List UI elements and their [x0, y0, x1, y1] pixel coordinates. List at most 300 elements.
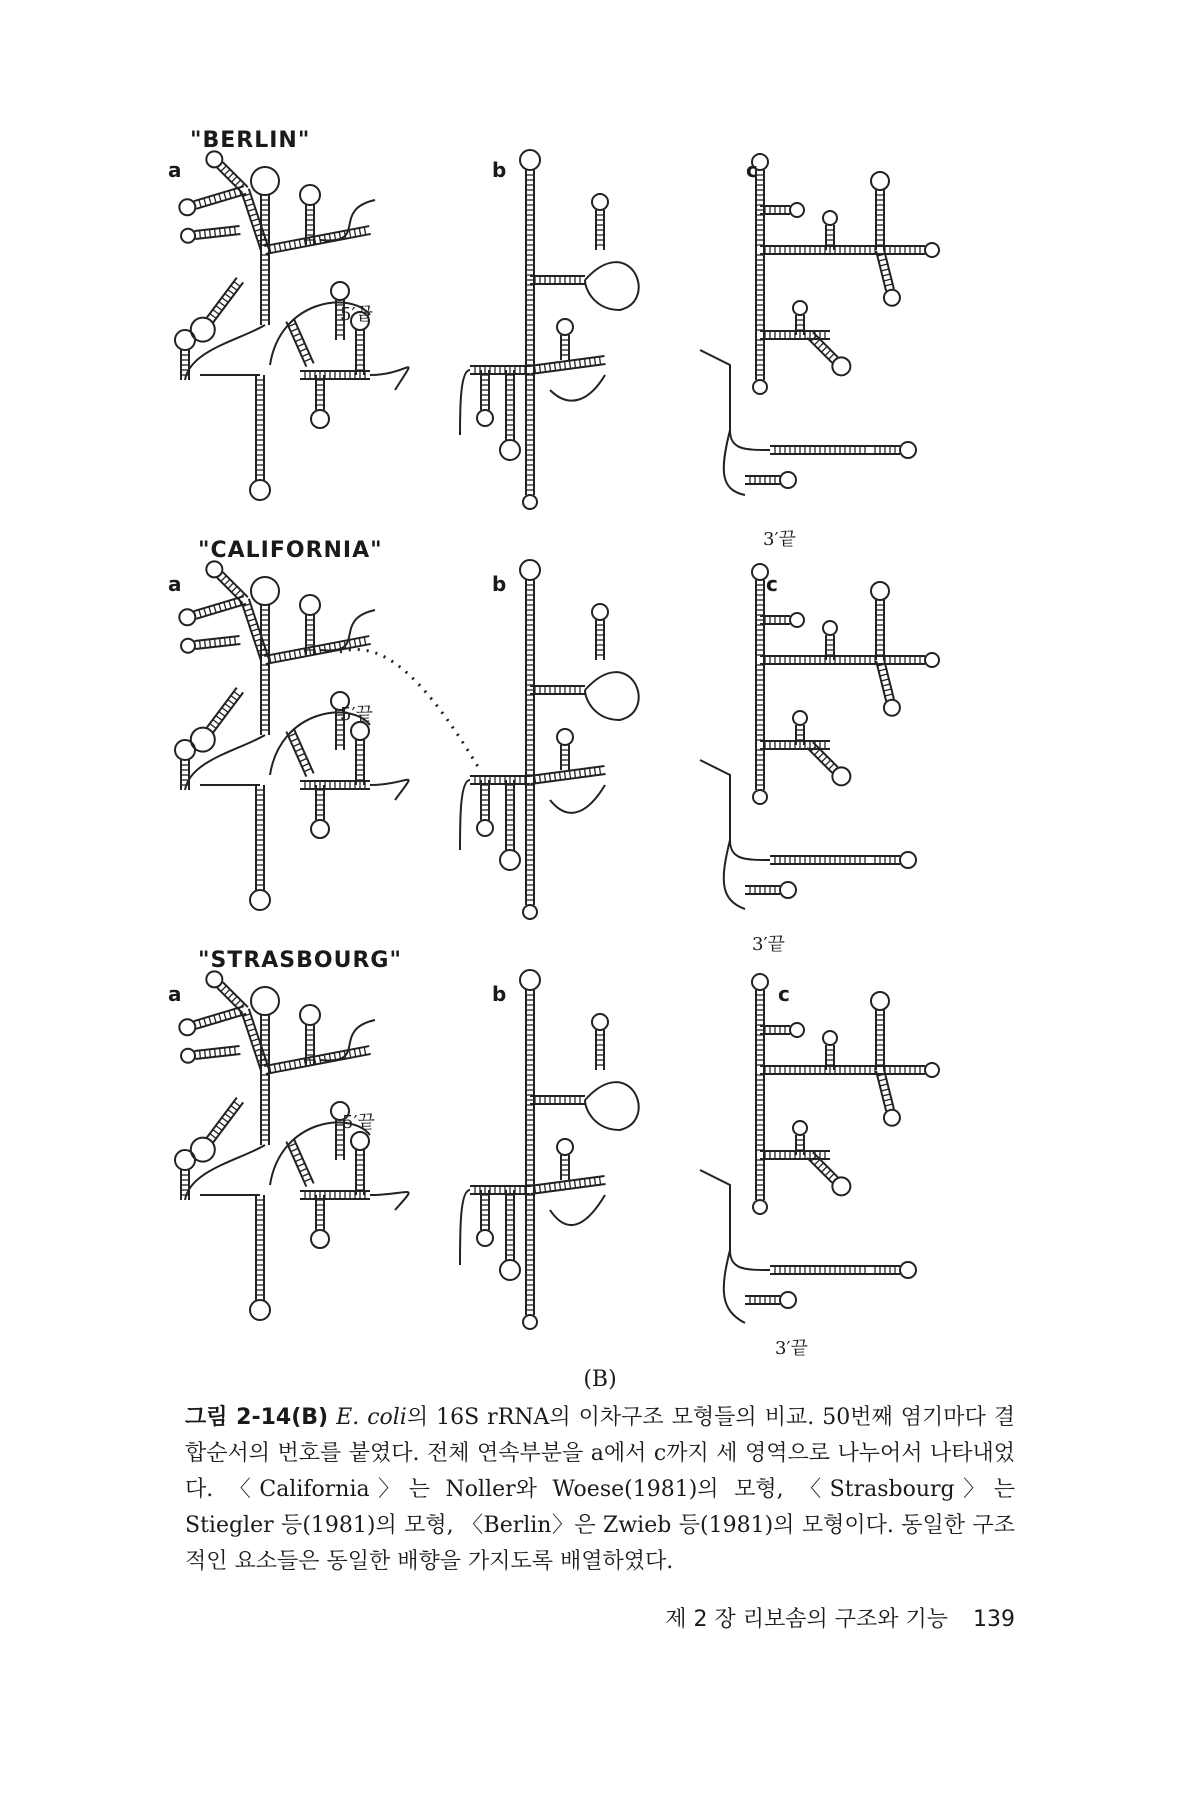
- base-pair: [554, 773, 555, 781]
- hairpin-loop: [823, 211, 837, 225]
- base-pair: [230, 637, 231, 645]
- backbone: [370, 1192, 409, 1210]
- base-pair: [235, 637, 236, 645]
- backbone: [550, 785, 605, 813]
- base-pair: [359, 228, 360, 236]
- hairpin-loop: [523, 905, 537, 919]
- caption-species: E. coli: [336, 1405, 407, 1430]
- base-pair: [220, 1048, 221, 1056]
- backbone: [550, 375, 605, 401]
- base-pair: [228, 583, 234, 589]
- hairpin-loop: [793, 301, 807, 315]
- hairpin-loop: [592, 1014, 608, 1030]
- base-pair: [222, 708, 228, 713]
- base-pair: [818, 753, 824, 759]
- hairpin-loop: [752, 974, 768, 990]
- base-pair: [213, 310, 219, 315]
- base-pair: [220, 638, 221, 646]
- base-pair: [284, 242, 285, 250]
- stem-strand: [223, 982, 248, 1007]
- hairpin-loop: [900, 1262, 916, 1278]
- backbone: [585, 262, 639, 310]
- hairpin-loop: [300, 1005, 320, 1025]
- base-pair: [253, 224, 261, 227]
- base-pair: [599, 357, 600, 365]
- base-pair: [245, 609, 253, 612]
- base-pair: [829, 1174, 835, 1180]
- strasbourg-domain-c-diagram: [740, 970, 1030, 1340]
- row-title-berlin: "BERLIN": [190, 128, 311, 153]
- base-pair: [821, 1166, 827, 1172]
- hairpin-loop: [753, 380, 767, 394]
- base-pair: [879, 669, 887, 671]
- base-pair: [234, 599, 236, 607]
- base-pair: [219, 712, 225, 717]
- base-pair: [295, 1158, 302, 1161]
- base-pair: [274, 654, 275, 662]
- base-pair: [584, 769, 585, 777]
- backbone: [185, 325, 265, 380]
- base-pair: [300, 348, 307, 351]
- hairpin-loop: [206, 151, 222, 167]
- base-pair: [200, 230, 201, 238]
- base-pair: [884, 689, 892, 691]
- base-pair: [559, 362, 560, 370]
- base-pair: [224, 602, 226, 610]
- hairpin-loop: [331, 282, 349, 300]
- base-pair: [224, 989, 230, 995]
- base-pair: [579, 1179, 580, 1187]
- hairpin-loop: [179, 609, 195, 625]
- base-pair: [574, 360, 575, 368]
- base-pair: [309, 1057, 310, 1065]
- base-pair: [246, 1024, 254, 1027]
- hairpin-loop: [884, 1110, 900, 1126]
- base-pair: [225, 294, 231, 299]
- base-pair: [289, 1061, 290, 1069]
- base-pair: [569, 771, 570, 779]
- row-title-california: "CALIFORNIA": [198, 538, 383, 563]
- berlin-domain-b-diagram: [470, 150, 730, 510]
- base-pair: [814, 339, 820, 345]
- base-pair: [216, 306, 222, 311]
- hairpin-loop: [181, 1049, 195, 1063]
- base-pair: [294, 1060, 295, 1068]
- panel-letter-c: c: [766, 572, 778, 596]
- base-pair: [213, 720, 219, 725]
- base-pair: [210, 1049, 211, 1057]
- base-pair: [235, 180, 241, 186]
- base-pair: [293, 743, 300, 746]
- base-pair: [589, 768, 590, 776]
- base-pair: [594, 767, 595, 775]
- base-pair: [584, 359, 585, 367]
- base-pair: [221, 986, 227, 992]
- base-pair: [284, 1062, 285, 1070]
- base-pair: [248, 1029, 256, 1032]
- hairpin-loop: [900, 442, 916, 458]
- hairpin-loop: [557, 1139, 573, 1155]
- hairpin-loop: [832, 767, 850, 785]
- backbone: [550, 1195, 605, 1225]
- base-pair: [304, 1178, 311, 1181]
- hairpin-loop: [925, 653, 939, 667]
- base-pair: [215, 639, 216, 647]
- base-pair: [234, 189, 236, 197]
- base-pair: [274, 244, 275, 252]
- base-pair: [829, 354, 835, 360]
- base-pair: [219, 604, 221, 612]
- base-pair: [539, 365, 540, 373]
- base-pair: [299, 1059, 300, 1067]
- hairpin-loop: [311, 820, 329, 838]
- base-pair: [245, 1019, 253, 1022]
- base-pair: [554, 1183, 555, 1191]
- hairpin-loop: [520, 150, 540, 170]
- base-pair: [248, 209, 256, 212]
- base-pair: [253, 634, 261, 637]
- base-pair: [228, 993, 234, 999]
- base-pair: [880, 264, 888, 266]
- panel-letter-a: a: [168, 158, 182, 182]
- caption-lead: 그림 2-14(B): [185, 1405, 329, 1430]
- base-pair: [304, 768, 311, 771]
- base-pair: [304, 358, 311, 361]
- base-pair: [821, 346, 827, 352]
- base-pair: [294, 650, 295, 658]
- stem-strand: [217, 988, 242, 1013]
- base-pair: [228, 290, 234, 295]
- hairpin-loop: [250, 480, 270, 500]
- base-pair: [214, 1015, 216, 1023]
- base-pair: [579, 769, 580, 777]
- base-pair: [544, 774, 545, 782]
- backbone: [370, 780, 409, 800]
- panel-letter-a: a: [168, 572, 182, 596]
- base-pair: [354, 1049, 355, 1057]
- hairpin-loop: [300, 595, 320, 615]
- base-pair: [544, 1184, 545, 1192]
- hairpin-loop: [311, 410, 329, 428]
- base-pair: [229, 1011, 231, 1019]
- base-pair: [539, 775, 540, 783]
- base-pair: [364, 1047, 365, 1055]
- base-pair: [882, 274, 890, 276]
- base-pair: [225, 638, 226, 646]
- hairpin-loop: [179, 199, 195, 215]
- base-pair: [885, 1104, 893, 1106]
- base-pair: [879, 259, 887, 261]
- hairpin-loop: [175, 1150, 195, 1170]
- base-pair: [215, 229, 216, 237]
- base-pair: [297, 753, 304, 756]
- base-pair: [204, 198, 206, 206]
- base-pair: [216, 1126, 222, 1131]
- base-pair: [569, 1181, 570, 1189]
- base-pair: [248, 619, 256, 622]
- base-pair: [225, 1114, 231, 1119]
- hairpin-loop: [179, 1019, 195, 1035]
- base-pair: [205, 230, 206, 238]
- hairpin-loop: [832, 1177, 850, 1195]
- base-pair: [220, 228, 221, 236]
- base-pair: [231, 696, 237, 701]
- base-pair: [200, 1050, 201, 1058]
- base-pair: [299, 649, 300, 657]
- strasbourg-domain-b-diagram: [470, 970, 730, 1330]
- base-pair: [554, 363, 555, 371]
- stem-strand: [217, 168, 242, 193]
- base-pair: [225, 704, 231, 709]
- hairpin-loop: [331, 1102, 349, 1120]
- base-pair: [881, 679, 889, 681]
- base-pair: [291, 328, 298, 331]
- hairpin-loop: [251, 577, 279, 605]
- stem-strand: [266, 1054, 371, 1074]
- base-pair: [224, 169, 230, 175]
- base-pair: [300, 758, 307, 761]
- base-pair: [224, 192, 226, 200]
- backbone: [185, 1145, 265, 1200]
- five-prime-end-label: 5′끝: [342, 1112, 375, 1133]
- base-pair: [228, 1110, 234, 1115]
- stem-strand: [266, 234, 371, 254]
- base-pair: [214, 605, 216, 613]
- hairpin-loop: [500, 440, 520, 460]
- base-pair: [234, 1102, 240, 1107]
- base-pair: [825, 1170, 831, 1176]
- stem-strand: [529, 766, 604, 776]
- base-pair: [564, 361, 565, 369]
- base-pair: [574, 1180, 575, 1188]
- base-pair: [199, 200, 201, 208]
- base-pair: [294, 240, 295, 248]
- hairpin-loop: [181, 639, 195, 653]
- hairpin-loop: [832, 357, 850, 375]
- hairpin-loop: [175, 330, 195, 350]
- hairpin-loop: [523, 495, 537, 509]
- base-pair: [549, 1183, 550, 1191]
- page-footer: [647, 1602, 1015, 1633]
- base-pair: [234, 692, 240, 697]
- base-pair: [229, 601, 231, 609]
- base-pair: [219, 1122, 225, 1127]
- base-pair: [882, 684, 890, 686]
- base-pair: [302, 353, 309, 356]
- figure-label: (B): [583, 1367, 617, 1392]
- backbone: [185, 735, 265, 790]
- base-pair: [881, 269, 889, 271]
- hairpin-loop: [592, 604, 608, 620]
- base-pair: [881, 1089, 889, 1091]
- base-pair: [549, 773, 550, 781]
- berlin-domain-c-diagram: [740, 150, 1030, 520]
- base-pair: [309, 647, 310, 655]
- hairpin-loop: [520, 560, 540, 580]
- hairpin-loop: [871, 992, 889, 1010]
- base-pair: [299, 239, 300, 247]
- base-pair: [209, 1017, 211, 1025]
- base-pair: [205, 640, 206, 648]
- base-pair: [231, 176, 237, 182]
- california-domain-b-diagram: [470, 560, 730, 920]
- base-pair: [214, 195, 216, 203]
- base-pair: [231, 586, 237, 592]
- base-pair: [302, 763, 309, 766]
- stem-strand: [807, 338, 832, 363]
- hairpin-loop: [925, 243, 939, 257]
- base-pair: [234, 1009, 236, 1017]
- base-pair: [251, 1039, 259, 1042]
- hairpin-loop: [520, 970, 540, 990]
- base-pair: [884, 279, 892, 281]
- base-pair: [209, 607, 211, 615]
- base-pair: [884, 1099, 892, 1101]
- hairpin-loop: [477, 820, 493, 836]
- base-pair: [574, 770, 575, 778]
- stem-strand: [195, 636, 240, 641]
- base-pair: [210, 724, 216, 729]
- base-pair: [814, 749, 820, 755]
- base-pair: [230, 1047, 231, 1055]
- base-pair: [559, 772, 560, 780]
- base-pair: [224, 579, 230, 585]
- row-title-strasbourg: "STRASBOURG": [198, 948, 402, 973]
- base-pair: [599, 767, 600, 775]
- base-pair: [222, 298, 228, 303]
- panel-letter-b: b: [492, 982, 507, 1006]
- stem-strand: [531, 774, 606, 784]
- three-prime-end-label: 3′끝: [775, 1338, 808, 1359]
- base-pair: [297, 343, 304, 346]
- hairpin-loop: [790, 1023, 804, 1037]
- base-pair: [544, 364, 545, 372]
- base-pair: [549, 363, 550, 371]
- hairpin-loop: [790, 613, 804, 627]
- base-pair: [279, 243, 280, 251]
- hairpin-loop: [251, 987, 279, 1015]
- backbone: [460, 780, 470, 850]
- base-pair: [225, 228, 226, 236]
- stem-strand: [223, 572, 248, 597]
- stem-strand: [264, 226, 369, 246]
- base-pair: [349, 1050, 350, 1058]
- base-pair: [234, 282, 240, 287]
- base-pair: [222, 1118, 228, 1123]
- hairpin-loop: [250, 1300, 270, 1320]
- stem-strand: [195, 226, 240, 231]
- backbone: [460, 370, 470, 435]
- base-pair: [885, 284, 893, 286]
- hairpin-loop: [181, 229, 195, 243]
- hairpin-loop: [780, 1292, 796, 1308]
- base-pair: [225, 1048, 226, 1056]
- base-pair: [215, 1049, 216, 1057]
- hairpin-loop: [884, 290, 900, 306]
- stem-strand: [529, 356, 604, 366]
- hairpin-loop: [753, 1200, 767, 1214]
- chapter-title: 제 2 장 리보솜의 구조와 기능: [665, 1607, 948, 1632]
- hairpin-loop: [523, 1315, 537, 1329]
- base-pair: [200, 640, 201, 648]
- hairpin-loop: [250, 890, 270, 910]
- base-pair: [199, 610, 201, 618]
- base-pair: [584, 1179, 585, 1187]
- hairpin-loop: [251, 167, 279, 195]
- backbone: [585, 1082, 639, 1130]
- base-pair: [300, 1168, 307, 1171]
- panel-letter-a: a: [168, 982, 182, 1006]
- base-pair: [564, 1181, 565, 1189]
- base-pair: [210, 639, 211, 647]
- hairpin-loop: [884, 700, 900, 716]
- base-pair: [818, 343, 824, 349]
- base-pair: [235, 590, 241, 596]
- stem-strand: [241, 601, 261, 661]
- base-pair: [229, 191, 231, 199]
- base-pair: [274, 1064, 275, 1072]
- base-pair: [210, 229, 211, 237]
- stem-strand: [241, 1011, 261, 1071]
- base-pair: [879, 1079, 887, 1081]
- base-pair: [235, 227, 236, 235]
- base-pair: [284, 652, 285, 660]
- base-pair: [349, 230, 350, 238]
- base-pair: [882, 1094, 890, 1096]
- stem-strand: [264, 1046, 369, 1066]
- base-pair: [231, 1106, 237, 1111]
- hairpin-loop: [925, 1063, 939, 1077]
- hairpin-loop: [477, 1230, 493, 1246]
- panel-letter-c: c: [778, 982, 790, 1006]
- stem-strand: [195, 644, 240, 649]
- base-pair: [289, 241, 290, 249]
- base-pair: [235, 1000, 241, 1006]
- base-pair: [289, 651, 290, 659]
- base-pair: [279, 653, 280, 661]
- base-pair: [250, 1034, 258, 1037]
- base-pair: [246, 614, 254, 617]
- base-pair: [221, 166, 227, 172]
- hairpin-loop: [557, 729, 573, 745]
- base-pair: [539, 1185, 540, 1193]
- stem-strand: [531, 364, 606, 374]
- hairpin-loop: [300, 185, 320, 205]
- hairpin-loop: [752, 154, 768, 170]
- backbone: [460, 1190, 470, 1265]
- page-number: 139: [973, 1607, 1015, 1632]
- base-pair: [213, 1130, 219, 1135]
- stem-strand: [195, 1046, 240, 1051]
- base-pair: [235, 1047, 236, 1055]
- base-pair: [210, 314, 216, 319]
- base-pair: [219, 194, 221, 202]
- base-pair: [204, 1018, 206, 1026]
- base-pair: [302, 1173, 309, 1176]
- hairpin-loop: [823, 621, 837, 635]
- base-pair: [250, 624, 258, 627]
- stem-strand: [529, 1176, 604, 1186]
- base-pair: [251, 219, 259, 222]
- base-pair: [297, 1163, 304, 1166]
- base-pair: [279, 1063, 280, 1071]
- base-pair: [589, 1178, 590, 1186]
- base-pair: [209, 197, 211, 205]
- base-pair: [825, 350, 831, 356]
- hairpin-loop: [206, 971, 222, 987]
- base-pair: [228, 173, 234, 179]
- base-pair: [829, 764, 835, 770]
